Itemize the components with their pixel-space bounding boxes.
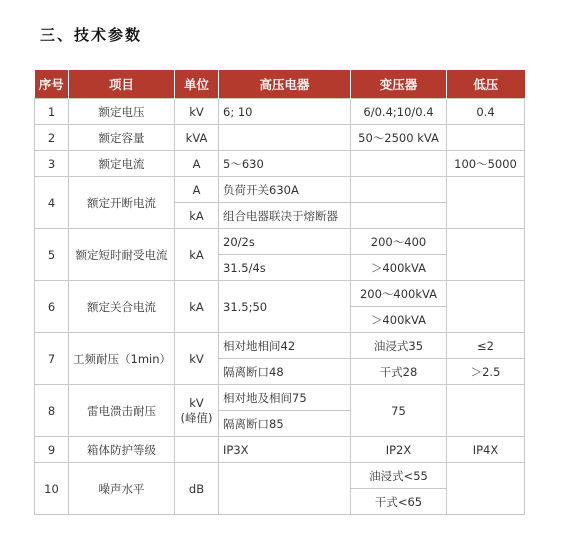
header-transformer: 变压器 — [351, 70, 447, 99]
cell-lv — [447, 177, 525, 229]
cell-hv: 负荷开关630A — [219, 177, 351, 203]
cell-hv: 隔离断口85 — [219, 411, 351, 437]
cell-unit: kA — [175, 281, 219, 333]
cell-lv — [447, 125, 525, 151]
cell-item: 额定容量 — [69, 125, 175, 151]
cell-unit: A — [175, 177, 219, 203]
cell-transformer: 油浸式<55 — [351, 463, 447, 489]
cell-lv: 0.4 — [447, 99, 525, 125]
cell-no: 6 — [35, 281, 69, 333]
cell-transformer: 6/0.4;10/0.4 — [351, 99, 447, 125]
cell-unit: kA — [175, 203, 219, 229]
cell-hv: 相对地及相间75 — [219, 385, 351, 411]
cell-unit — [175, 437, 219, 463]
cell-transformer — [351, 203, 447, 229]
cell-hv: IP3X — [219, 437, 351, 463]
cell-item: 额定电压 — [69, 99, 175, 125]
cell-item: 箱体防护等级 — [69, 437, 175, 463]
table-row — [35, 385, 525, 411]
cell-transformer: 200～400kVA — [351, 281, 447, 307]
cell-no: 4 — [35, 177, 69, 229]
table-row — [35, 229, 525, 255]
cell-lv: ≤2 — [447, 333, 525, 359]
cell-unit: dB — [175, 463, 219, 515]
cell-transformer: 50～2500 kVA — [351, 125, 447, 151]
cell-lv: ＞2.5 — [447, 359, 525, 385]
table-row — [35, 177, 525, 203]
cell-transformer: ＞400kVA — [351, 255, 447, 281]
table-row — [35, 437, 525, 463]
cell-no: 3 — [35, 151, 69, 177]
cell-transformer: ＞400kVA — [351, 307, 447, 333]
unit-line: (峰值) — [180, 410, 213, 425]
cell-item: 额定电流 — [69, 151, 175, 177]
cell-hv: 5～630 — [219, 151, 351, 177]
cell-lv — [447, 229, 525, 281]
cell-no: 1 — [35, 99, 69, 125]
cell-lv: IP4X — [447, 437, 525, 463]
cell-no: 9 — [35, 437, 69, 463]
section-title: 三、技术参数 — [40, 26, 143, 44]
header-no: 序号 — [35, 70, 69, 99]
cell-lv — [447, 463, 525, 515]
header-item: 项目 — [69, 70, 175, 99]
cell-no: 7 — [35, 333, 69, 385]
cell-no: 5 — [35, 229, 69, 281]
cell-lv: 100～5000 — [447, 151, 525, 177]
cell-no: 8 — [35, 385, 69, 437]
cell-hv: 20/2s — [219, 229, 351, 255]
cell-hv — [219, 125, 351, 151]
cell-unit: kV — [175, 333, 219, 385]
cell-unit: kA — [175, 229, 219, 281]
cell-hv: 组合电器联决于熔断器 — [219, 203, 351, 229]
cell-unit: A — [175, 151, 219, 177]
cell-unit: kVA — [175, 125, 219, 151]
cell-item: 额定短时耐受电流 — [69, 229, 175, 281]
cell-item: 额定开断电流 — [69, 177, 175, 229]
tech-spec-table — [34, 70, 525, 515]
cell-lv — [447, 385, 525, 437]
cell-hv: 相对地相间42 — [219, 333, 351, 359]
cell-item: 雷电溃击耐压 — [69, 385, 175, 437]
cell-transformer: 75 — [351, 385, 447, 437]
cell-transformer: 干式28 — [351, 359, 447, 385]
cell-transformer: IP2X — [351, 437, 447, 463]
header-hv: 高压电器 — [219, 70, 351, 99]
header-lv: 低压 — [447, 70, 525, 99]
cell-hv: 31.5;50 — [219, 281, 351, 333]
table-row — [35, 125, 525, 151]
unit-line: kV — [189, 395, 204, 410]
cell-hv: 隔离断口48 — [219, 359, 351, 385]
header-unit: 单位 — [175, 70, 219, 99]
cell-transformer — [351, 177, 447, 203]
cell-hv — [219, 463, 351, 515]
cell-hv: 31.5/4s — [219, 255, 351, 281]
cell-unit — [175, 385, 219, 437]
cell-lv — [447, 281, 525, 333]
cell-item: 额定关合电流 — [69, 281, 175, 333]
cell-no: 10 — [35, 463, 69, 515]
table-row — [35, 151, 525, 177]
table-row — [35, 333, 525, 359]
cell-transformer — [351, 151, 447, 177]
table-row — [35, 463, 525, 489]
table-row — [35, 281, 525, 307]
cell-unit: kV — [175, 99, 219, 125]
cell-transformer: 油浸式35 — [351, 333, 447, 359]
cell-transformer: 200～400 — [351, 229, 447, 255]
table-row — [35, 99, 525, 125]
table-header-row — [35, 70, 525, 99]
cell-item: 噪声水平 — [69, 463, 175, 515]
cell-no: 2 — [35, 125, 69, 151]
cell-hv: 6; 10 — [219, 99, 351, 125]
cell-item: 工频耐压（1min） — [69, 333, 175, 385]
cell-transformer: 干式<65 — [351, 489, 447, 515]
